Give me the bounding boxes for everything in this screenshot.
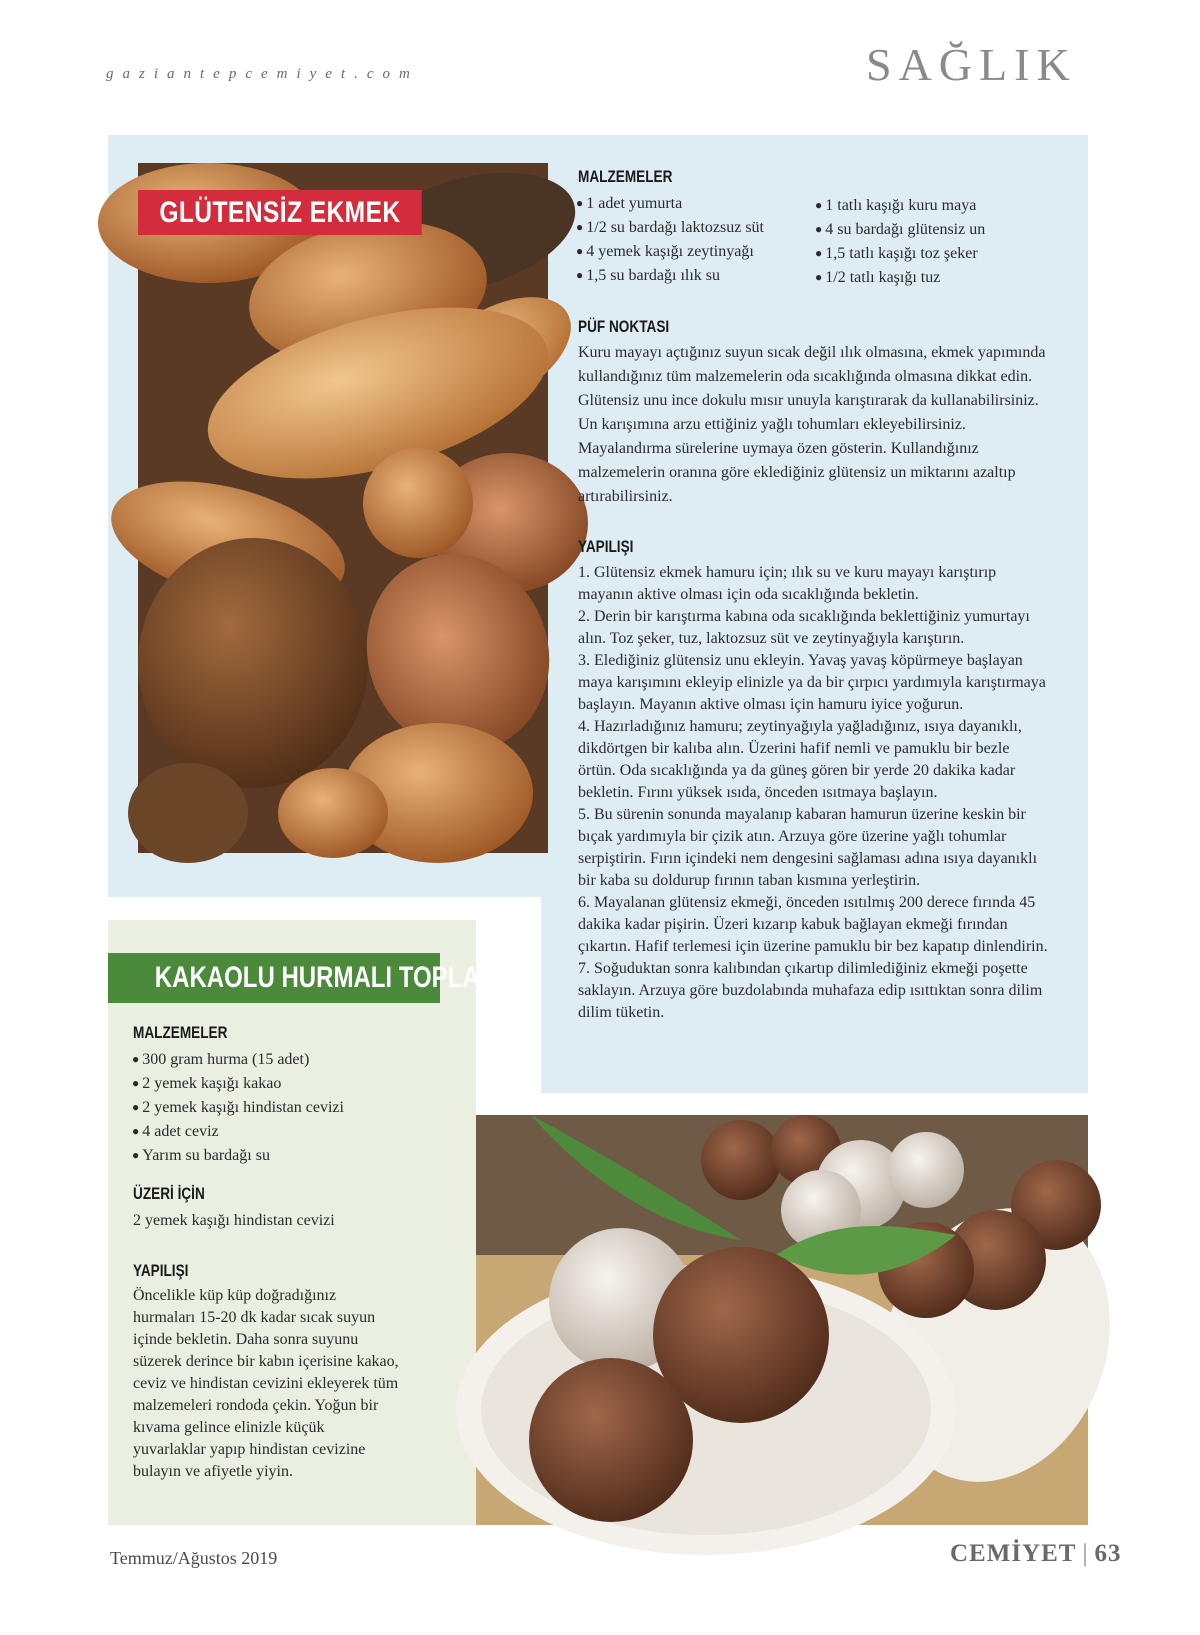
ingredient-item: ● 2 yemek kaşığı kakao <box>132 1072 344 1096</box>
cocoa-balls-photo <box>476 1115 1088 1525</box>
cocoa-steps-heading: YAPILIŞI <box>133 1261 189 1280</box>
bread-ingredients-left <box>576 192 764 288</box>
bread-ingredients-heading: MALZEMELER <box>578 167 673 186</box>
bread-illustration <box>138 163 548 853</box>
issue-date: Temmuz/Ağustos 2019 <box>110 1548 278 1568</box>
recipe-step: 4. Hazırladığınız hamuru; zeytinyağıyla yağladığınız, ısıya dayanıklı, dikdörtgen bir kalıba alın. Üzerini hafif nemli ve pamuklu bir bezle örtün. Oda sıcaklığında ya da güneş gören bir yerde 20 dakika kadar bekletin. Fırını yüksek ısıda, önceden ısıtmaya başlayın. <box>578 718 1022 801</box>
ingredient-item: ● 1/2 tatlı kaşığı tuz <box>815 266 985 290</box>
cocoa-balls-illustration <box>476 1115 1088 1525</box>
ingredient-item: ● 4 adet ceviz <box>132 1120 344 1144</box>
bread-steps-heading-wrap <box>578 537 647 557</box>
ingredient-item: ● 1,5 tatlı kaşığı toz şeker <box>815 242 985 266</box>
recipe-step: 2. Derin bir karıştırma kabına oda sıcaklığında beklettiğiniz yumurtayı alın. Toz şeker, tuz, laktozsuz süt ve zeytinyağıyla karıştırın. <box>578 608 1030 647</box>
ingredient-item: ● Yarım su bardağı su <box>132 1144 344 1168</box>
ingredient-item: ● 1/2 su bardağı laktozsuz süt <box>576 216 764 240</box>
bread-tip-heading: PÜF NOKTASI <box>578 317 670 336</box>
bread-tip-text: Kuru mayayı açtığınız suyun sıcak değil ılık olmasına, ekmek yapımında kullandığınız tüm malzemelerin oda sıcaklığında olmasına dikkat edin. Glütensiz unu ince dokulu mısır unuyla karıştırarak da kullanabilirsiniz. Un karışımına arzu ettiğiniz yağlı tohumları ekleyebilirsiniz. Mayalandırma sürelerine uymaya özen gösterin. Kullandığınız malzemelerin oranına göre eklediğiniz glütensiz un miktarını azaltıp artırabilirsiniz. <box>578 344 1046 505</box>
ingredient-item: ● 300 gram hurma (15 adet) <box>132 1048 344 1072</box>
cocoa-recipe-title-bar <box>108 953 498 1003</box>
footer-separator: | <box>1082 1540 1089 1567</box>
ingredient-item: ● 1 tatlı kaşığı kuru maya <box>815 194 985 218</box>
magazine-brand: CEMİYET <box>950 1540 1077 1567</box>
ingredient-item: ● 2 yemek kaşığı hindistan cevizi <box>132 1096 344 1120</box>
ingredient-item: ● 4 su bardağı glütensiz un <box>815 218 985 242</box>
cocoa-recipe-title: KAKAOLU HURMALI TOPLAR <box>154 961 498 994</box>
cocoa-topping-heading-wrap <box>133 1184 223 1204</box>
recipe-step: 5. Bu sürenin sonunda mayalanıp kabaran hamurun üzerine keskin bir bıçak yardımıyla bir çizik atın. Arzuya göre üzerine yağlı tohumlar serpiştirin. Fırın içindeki nem dengesini sağlaması adına ısıya dayanıklı bir kaba su doldurup fırının taban kısmına yerleştirin. <box>578 806 1038 889</box>
footer-brand-page <box>950 1540 1121 1568</box>
bread-ingredients-right <box>815 194 985 290</box>
bread-steps <box>578 562 1050 1024</box>
page-number: 63 <box>1094 1540 1122 1567</box>
recipe-step: 6. Mayalanan glütensiz ekmeği, önceden ısıtılmış 200 derece fırında 45 dakika kadar pişirin. Üzeri kızarıp kabuk bağlayan ekmeği fırından çıkartın. Hafif terlemesi için üzerine pamuklu bir bez kapatıp dinlendirin. <box>578 894 1048 955</box>
cocoa-ingredients <box>132 1048 344 1168</box>
ingredient-item: ● 1,5 su bardağı ılık su <box>576 264 764 288</box>
section-title: SAĞLIK <box>866 39 1077 90</box>
cocoa-topping-heading: ÜZERİ İÇİN <box>133 1184 205 1203</box>
bread-recipe-title: GLÜTENSİZ EKMEK <box>138 190 422 235</box>
cocoa-ingredients-heading: MALZEMELER <box>133 1023 228 1042</box>
bread-tip-heading-wrap <box>578 317 692 337</box>
recipe-step: 7. Soğuduktan sonra kalıbından çıkartıp dilimlediğiniz ekmeği poşette saklayın. Arzuya göre buzdolabında muhafaza edip ısıttıktan sonra dilim dilim tüketin. <box>578 960 1043 1021</box>
bread-steps-heading: YAPILIŞI <box>578 537 634 556</box>
recipe-step: 3. Elediğiniz glütensiz unu ekleyin. Yavaş yavaş köpürmeye başlayan maya karışımını ekleyip elinizle ya da bir çırpıcı yardımıyla karıştırmaya başlayın. Mayanın aktive olması için hamuru iyice yoğurun. <box>578 652 1046 713</box>
cocoa-steps-heading-wrap <box>133 1261 202 1281</box>
site-url: gaziantepcemiyet.com <box>106 66 419 82</box>
ingredient-item: ● 4 yemek kaşığı zeytinyağı <box>576 240 764 264</box>
bread-photo <box>138 163 548 853</box>
cocoa-ingredients-heading-wrap <box>133 1023 251 1043</box>
cocoa-topping-text: 2 yemek kaşığı hindistan cevizi <box>133 1212 335 1229</box>
recipe-step: 1. Glütensiz ekmek hamuru için; ılık su ve kuru mayayı karıştırıp mayanın aktive olması için oda sıcaklığında bekletin. <box>578 564 997 603</box>
ingredient-item: ● 1 adet yumurta <box>576 192 764 216</box>
cocoa-steps-text: Öncelikle küp küp doğradığınız hurmaları 15-20 dk kadar sıcak suyun içinde bekletin. Daha sonra suyunu süzerek derince bir kabın içerisine kakao, ceviz ve hindistan cevizini ekleyerek tüm malzemeleri rondoda çekin. Yoğun bir kıvama gelince elinizle küçük yuvarlaklar yapıp hindistan cevizine bulayın ve afiyetle yiyin. <box>133 1287 399 1480</box>
bread-ingredients-heading-wrap <box>578 167 696 187</box>
